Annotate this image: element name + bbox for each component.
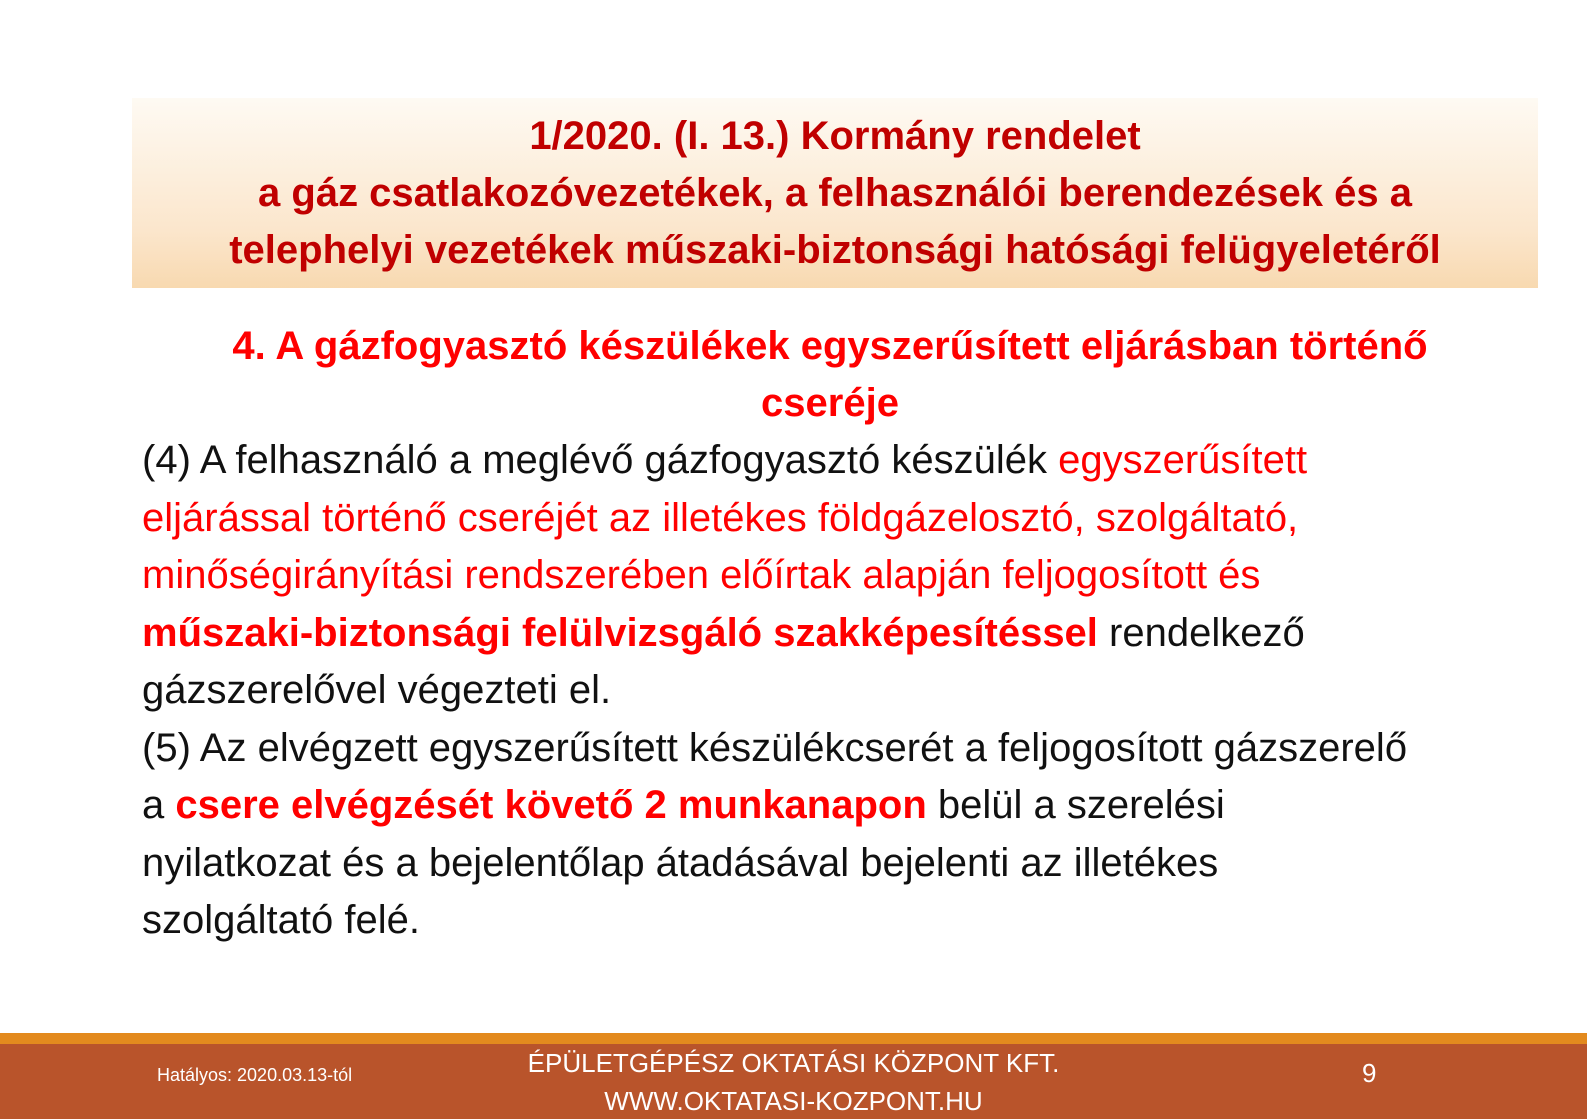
paragraph-5-line-2 [142,777,1532,835]
title-line-3: telephelyi vezetékek műszaki-biztonsági hatósági felügyeletéről [229,227,1441,272]
p5-text: belül a szerelési [926,783,1225,827]
paragraph-4-line-4 [142,605,1532,663]
organization-name: ÉPÜLETGÉPÉSZ OKTATÁSI KÖZPONT KFT. [527,1048,1060,1078]
p4-highlight: egyszerűsített [1058,438,1308,482]
section-heading [142,318,1518,432]
footer-organization [0,1044,1587,1120]
paragraph-4-line-3: minőségirányítási rendszerében előírtak alapján feljogosított és [142,553,1261,597]
paragraph-4-line-2: eljárással történő cseréjét az illetékes földgázelosztó, szolgáltató, [142,495,1299,540]
body-text [142,432,1532,950]
paragraph-5-line-4: szolgáltató felé. [142,898,420,942]
section-heading-line-1: 4. A gázfogyasztó készülékek egyszerűsített eljárásban történő [232,324,1428,368]
p5-text: a [142,783,176,827]
title-line-1: 1/2020. (I. 13.) Kormány rendelet [529,113,1141,158]
paragraph-5-line-3: nyilatkozat és a bejelentőlap átadásával bejelenti az illetékes [142,840,1219,885]
section-heading-line-2: cseréje [761,381,899,425]
paragraph-4-line-1 [142,432,1532,490]
footer-bar [0,1044,1587,1119]
footer-stripe [0,1033,1587,1044]
organization-website: WWW.OKTATASI-KOZPONT.HU [604,1086,983,1116]
effective-date: Hatályos: 2020.03.13-tól [157,1065,353,1085]
p4-text: rendelkező [1097,610,1305,655]
p5-bold-highlight: csere elvégzését követő 2 munkanapon [175,783,927,827]
title-line-2: a gáz csatlakozóvezetékek, a felhasználói berendezések és a [258,170,1412,215]
p4-bold-highlight: műszaki-biztonsági felülvizsgáló szakképesítéssel [142,610,1098,655]
paragraph-5-line-1: (5) Az elvégzett egyszerűsített készülékcserét a feljogosított gázszerelő [142,725,1408,770]
slide-title-box [132,98,1538,288]
paragraph-4-line-5: gázszerelővel végezteti el. [142,668,612,712]
page-number: 9 [1362,1058,1377,1088]
p4-text: (4) A felhasználó a meglévő gázfogyasztó készülék [142,438,1059,482]
